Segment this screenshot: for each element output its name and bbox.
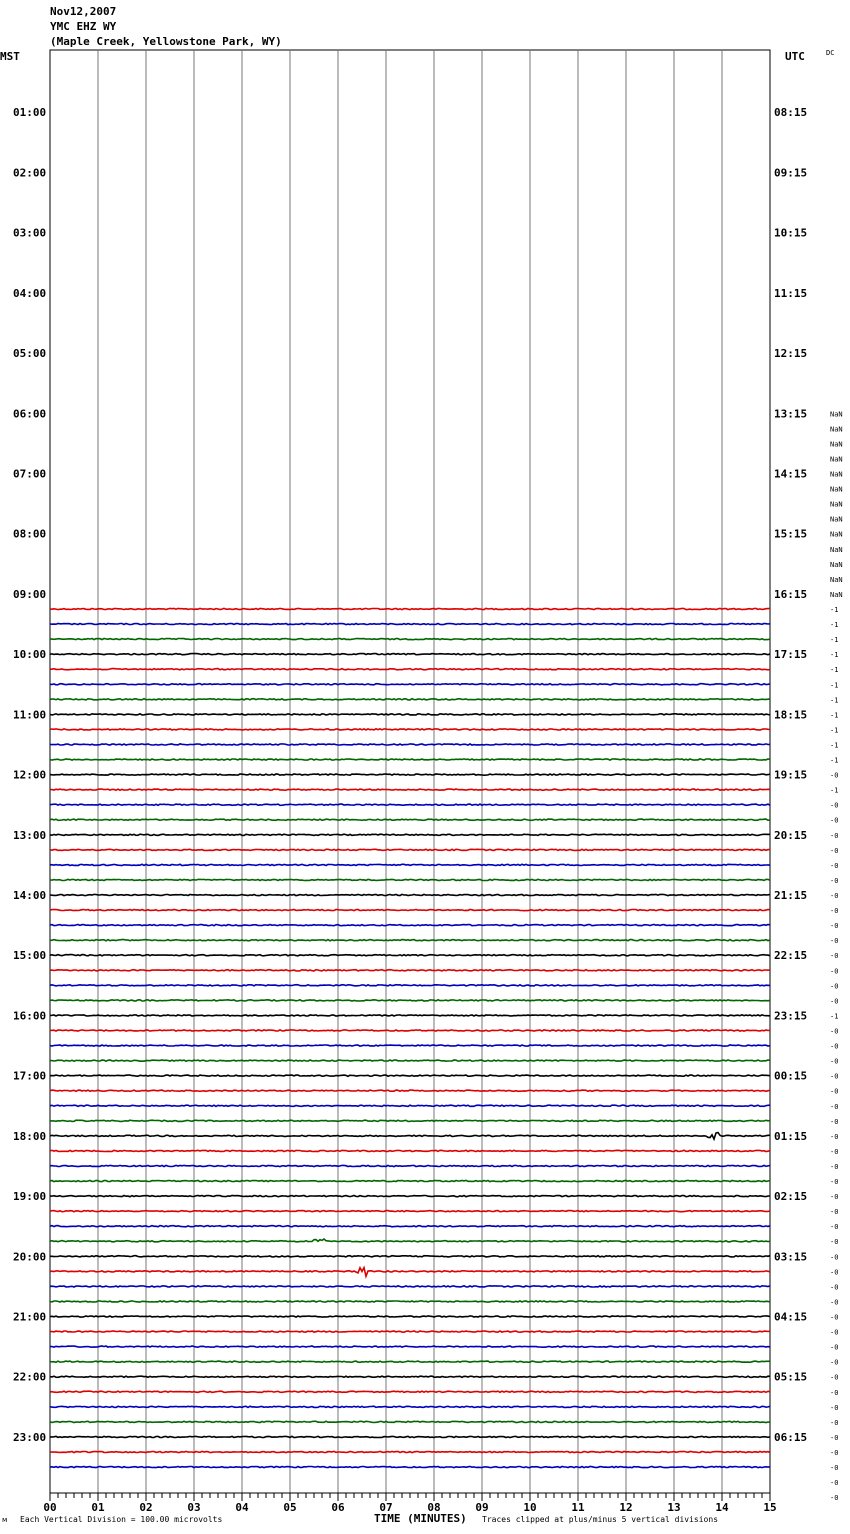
- seismic-trace: [50, 789, 770, 790]
- utc-hour-label: 09:15: [774, 166, 808, 180]
- seismic-trace: [50, 1180, 770, 1181]
- dc-offset-value: NaN: [830, 590, 843, 599]
- dc-offset-value: -1: [830, 756, 839, 765]
- seismic-trace: [50, 774, 770, 775]
- dc-offset-value: -0: [830, 1162, 839, 1171]
- dc-offset-value: -0: [830, 1147, 839, 1156]
- x-tick-label: 05: [283, 1501, 297, 1514]
- x-tick-label: 12: [619, 1501, 633, 1514]
- seismic-trace: [50, 834, 770, 835]
- seismic-trace: [50, 669, 770, 670]
- seismic-trace: [50, 1421, 770, 1422]
- utc-hour-label: 17:15: [774, 648, 808, 662]
- dc-offset-value: -0: [830, 876, 839, 885]
- mst-hour-label: 21:00: [13, 1310, 47, 1324]
- header-station: YMC EHZ WY: [50, 20, 117, 33]
- dc-offset-value: NaN: [830, 410, 843, 419]
- utc-hour-label: 18:15: [774, 708, 808, 722]
- seismic-trace: [50, 639, 770, 640]
- x-tick-label: 14: [715, 1501, 729, 1514]
- dc-offset-value: -0: [830, 1223, 839, 1232]
- dc-offset-value: NaN: [830, 500, 843, 509]
- footer-scale-note: Each Vertical Division = 100.00 microvolts: [20, 1515, 223, 1524]
- seismic-trace: [50, 819, 770, 820]
- dc-offset-value: -0: [830, 1298, 839, 1307]
- seismic-trace: [50, 1165, 770, 1166]
- dc-offset-value: -1: [830, 636, 839, 645]
- dc-offset-value: -0: [830, 1027, 839, 1036]
- seismic-trace: [50, 1331, 770, 1332]
- dc-offset-value: -0: [830, 831, 839, 840]
- dc-offset-value: -1: [830, 605, 839, 614]
- dc-offset-value: -0: [830, 982, 839, 991]
- utc-hour-label: 22:15: [774, 949, 808, 963]
- dc-offset-value: -1: [830, 786, 839, 795]
- x-tick-label: 02: [139, 1501, 153, 1514]
- mst-hour-label: 12:00: [13, 768, 47, 782]
- mst-hour-label: 04:00: [13, 286, 47, 300]
- seismic-trace: [50, 1256, 770, 1257]
- seismic-trace: [50, 1361, 770, 1362]
- seismic-trace: [50, 1120, 770, 1121]
- utc-hour-label: 14:15: [774, 467, 808, 481]
- seismic-trace: [50, 1060, 770, 1061]
- seismic-trace: [50, 623, 770, 624]
- mst-hour-label: 20:00: [13, 1250, 47, 1264]
- mst-hour-label: 10:00: [13, 648, 47, 662]
- dc-offset-value: -0: [830, 1373, 839, 1382]
- seismic-trace: [50, 879, 770, 880]
- x-tick-label: 03: [187, 1501, 201, 1514]
- utc-hour-label: 01:15: [774, 1129, 808, 1143]
- seismic-trace: [50, 759, 770, 760]
- header-location: (Maple Creek, Yellowstone Park, WY): [50, 35, 282, 48]
- dc-offset-value: -0: [830, 1208, 839, 1217]
- mst-hour-label: 01:00: [13, 106, 47, 120]
- seismic-trace: [50, 684, 770, 685]
- dc-offset-value: -0: [830, 1328, 839, 1337]
- seismic-trace: [50, 654, 770, 655]
- utc-hour-label: 02:15: [774, 1190, 808, 1204]
- dc-offset-value: -0: [830, 1403, 839, 1412]
- seismic-trace: [50, 925, 770, 926]
- dc-offset-value: -0: [830, 1042, 839, 1051]
- dc-offset-value: -0: [830, 1418, 839, 1427]
- seismic-trace: [50, 1406, 770, 1407]
- dc-offset-value: -0: [830, 907, 839, 916]
- dc-offset-value: -0: [830, 771, 839, 780]
- seismic-trace: [50, 729, 770, 730]
- dc-offset-value: -0: [830, 1358, 839, 1367]
- dc-offset-value: -1: [830, 741, 839, 750]
- seismic-trace: [50, 1436, 770, 1437]
- seismic-trace: [50, 910, 770, 911]
- seismic-trace: [50, 1045, 770, 1046]
- dc-offset-value: -1: [830, 711, 839, 720]
- utc-hour-label: 04:15: [774, 1310, 808, 1324]
- x-tick-label: 08: [427, 1501, 441, 1514]
- dc-offset-value: NaN: [830, 530, 843, 539]
- dc-offset-value: NaN: [830, 455, 843, 464]
- dc-offset-value: -0: [830, 1057, 839, 1066]
- utc-hour-label: 15:15: [774, 527, 808, 541]
- dc-offset-value: -0: [830, 801, 839, 810]
- dc-offset-value: -0: [830, 861, 839, 870]
- mst-hour-label: 07:00: [13, 467, 47, 481]
- dc-offset-value: -0: [830, 1238, 839, 1247]
- seismic-trace: [50, 1090, 770, 1091]
- dc-offset-value: -1: [830, 666, 839, 675]
- dc-offset-value: -1: [830, 1012, 839, 1021]
- dc-offset-value: NaN: [830, 440, 843, 449]
- mst-hour-label: 15:00: [13, 949, 47, 963]
- footer-clip-note: Traces clipped at plus/minus 5 vertical divisions: [482, 1515, 719, 1524]
- seismic-trace: [50, 894, 770, 895]
- dc-offset-value: -0: [830, 1313, 839, 1322]
- seismic-trace: [50, 1196, 770, 1197]
- seismic-trace: [50, 1000, 770, 1001]
- dc-offset-value: -0: [830, 967, 839, 976]
- utc-hour-label: 10:15: [774, 226, 808, 240]
- seismic-trace: [50, 1133, 770, 1140]
- x-tick-label: 11: [571, 1501, 585, 1514]
- mst-hour-label: 19:00: [13, 1190, 47, 1204]
- dc-offset-value: -0: [830, 1253, 839, 1262]
- dc-offset-value: -0: [830, 1117, 839, 1126]
- seismic-trace: [50, 699, 770, 700]
- dc-offset-value: -1: [830, 651, 839, 660]
- utc-hour-label: 20:15: [774, 828, 808, 842]
- seismic-trace: [50, 1391, 770, 1392]
- dc-offset-value: -1: [830, 726, 839, 735]
- utc-hour-label: 11:15: [774, 286, 808, 300]
- plot-frame: [50, 50, 770, 1493]
- dc-offset-value: NaN: [830, 485, 843, 494]
- dc-offset-value: -0: [830, 1132, 839, 1141]
- seismic-trace: [50, 608, 770, 609]
- x-tick-label: 13: [667, 1501, 681, 1514]
- x-tick-label: 01: [91, 1501, 105, 1514]
- mst-hour-label: 22:00: [13, 1370, 47, 1384]
- utc-hour-label: 05:15: [774, 1370, 808, 1384]
- mst-hour-label: 13:00: [13, 828, 47, 842]
- seismic-trace: [50, 1239, 770, 1242]
- utc-hour-label: 23:15: [774, 1009, 808, 1023]
- dc-offset-value: NaN: [830, 470, 843, 479]
- x-axis-title: TIME (MINUTES): [374, 1512, 467, 1525]
- mst-hour-label: 06:00: [13, 407, 47, 421]
- dc-offset-value: -0: [830, 1283, 839, 1292]
- seismic-trace: [50, 985, 770, 986]
- seismic-trace: [50, 1467, 770, 1468]
- mst-hour-label: 02:00: [13, 166, 47, 180]
- seismic-trace: [50, 1030, 770, 1031]
- mst-hour-label: 11:00: [13, 708, 47, 722]
- mst-hour-label: 14:00: [13, 889, 47, 903]
- dc-offset-value: -0: [830, 922, 839, 931]
- seismic-trace: [50, 1150, 770, 1151]
- seismic-trace: [50, 1451, 770, 1452]
- dc-offset-value: -0: [830, 1087, 839, 1096]
- seismic-trace: [50, 1346, 770, 1347]
- dc-offset-value: NaN: [830, 545, 843, 554]
- utc-hour-label: 08:15: [774, 106, 808, 120]
- seismic-trace: [50, 1316, 770, 1317]
- utc-hour-label: 16:15: [774, 587, 808, 601]
- dc-offset-value: -0: [830, 997, 839, 1006]
- dc-offset-value: -1: [830, 696, 839, 705]
- seismic-trace: [50, 1268, 770, 1277]
- mst-hour-label: 08:00: [13, 527, 47, 541]
- utc-hour-label: 13:15: [774, 407, 808, 421]
- dc-label: DC: [826, 49, 835, 57]
- dc-offset-value: -0: [830, 1464, 839, 1473]
- dc-offset-value: -0: [830, 1102, 839, 1111]
- seismic-trace: [50, 1015, 770, 1016]
- right-timezone-label: UTC: [785, 50, 805, 63]
- mst-hour-label: 23:00: [13, 1430, 47, 1444]
- utc-hour-label: 12:15: [774, 347, 808, 361]
- seismic-trace: [50, 744, 770, 745]
- dc-offset-value: -0: [830, 1178, 839, 1187]
- utc-hour-label: 21:15: [774, 889, 808, 903]
- header-date: Nov12,2007: [50, 5, 117, 18]
- x-tick-label: 06: [331, 1501, 345, 1514]
- dc-offset-value: -0: [830, 816, 839, 825]
- x-tick-label: 00: [43, 1501, 57, 1514]
- dc-offset-value: -0: [830, 952, 839, 961]
- dc-offset-value: NaN: [830, 575, 843, 584]
- dc-offset-value: -0: [830, 1343, 839, 1352]
- footer-corner-mark: ᴍ: [2, 1516, 8, 1524]
- seismic-trace: [50, 1105, 770, 1106]
- x-tick-label: 09: [475, 1501, 489, 1514]
- mst-hour-label: 18:00: [13, 1129, 47, 1143]
- seismic-trace: [50, 1376, 770, 1377]
- seismic-trace: [50, 970, 770, 971]
- mst-hour-label: 09:00: [13, 587, 47, 601]
- seismic-trace: [50, 804, 770, 805]
- x-tick-label: 07: [379, 1501, 393, 1514]
- utc-hour-label: 06:15: [774, 1430, 808, 1444]
- seismic-trace: [50, 1301, 770, 1302]
- seismic-trace: [50, 955, 770, 956]
- seismic-trace: [50, 940, 770, 941]
- dc-offset-value: -1: [830, 621, 839, 630]
- x-tick-label: 15: [763, 1501, 777, 1514]
- seismic-trace: [50, 1286, 770, 1287]
- dc-offset-value: -0: [830, 1268, 839, 1277]
- left-timezone-label: MST: [0, 50, 20, 63]
- dc-offset-value: NaN: [830, 425, 843, 434]
- x-tick-label: 10: [523, 1501, 537, 1514]
- dc-offset-value: -1: [830, 681, 839, 690]
- dc-offset-value: -0: [830, 892, 839, 901]
- mst-hour-label: 17:00: [13, 1069, 47, 1083]
- mst-hour-label: 05:00: [13, 347, 47, 361]
- seismic-trace: [50, 714, 770, 715]
- utc-hour-label: 00:15: [774, 1069, 808, 1083]
- dc-offset-value: -0: [830, 1494, 839, 1503]
- seismic-trace: [50, 1211, 770, 1212]
- dc-offset-value: -0: [830, 937, 839, 946]
- dc-offset-value: NaN: [830, 560, 843, 569]
- dc-offset-value: -0: [830, 1433, 839, 1442]
- seismic-trace: [50, 864, 770, 865]
- dc-offset-value: -0: [830, 1449, 839, 1457]
- dc-offset-value: -0: [830, 1072, 839, 1081]
- utc-hour-label: 19:15: [774, 768, 808, 782]
- x-tick-label: 04: [235, 1501, 249, 1514]
- dc-offset-value: -0: [830, 1193, 839, 1202]
- dc-offset-value: -0: [830, 1479, 839, 1488]
- mst-hour-label: 16:00: [13, 1009, 47, 1023]
- seismic-trace: [50, 1075, 770, 1076]
- dc-offset-value: -0: [830, 846, 839, 855]
- mst-hour-label: 03:00: [13, 226, 47, 240]
- seismic-trace: [50, 849, 770, 850]
- seismic-trace: [50, 1226, 770, 1227]
- dc-offset-value: NaN: [830, 515, 843, 524]
- utc-hour-label: 03:15: [774, 1250, 808, 1264]
- dc-offset-value: -0: [830, 1388, 839, 1397]
